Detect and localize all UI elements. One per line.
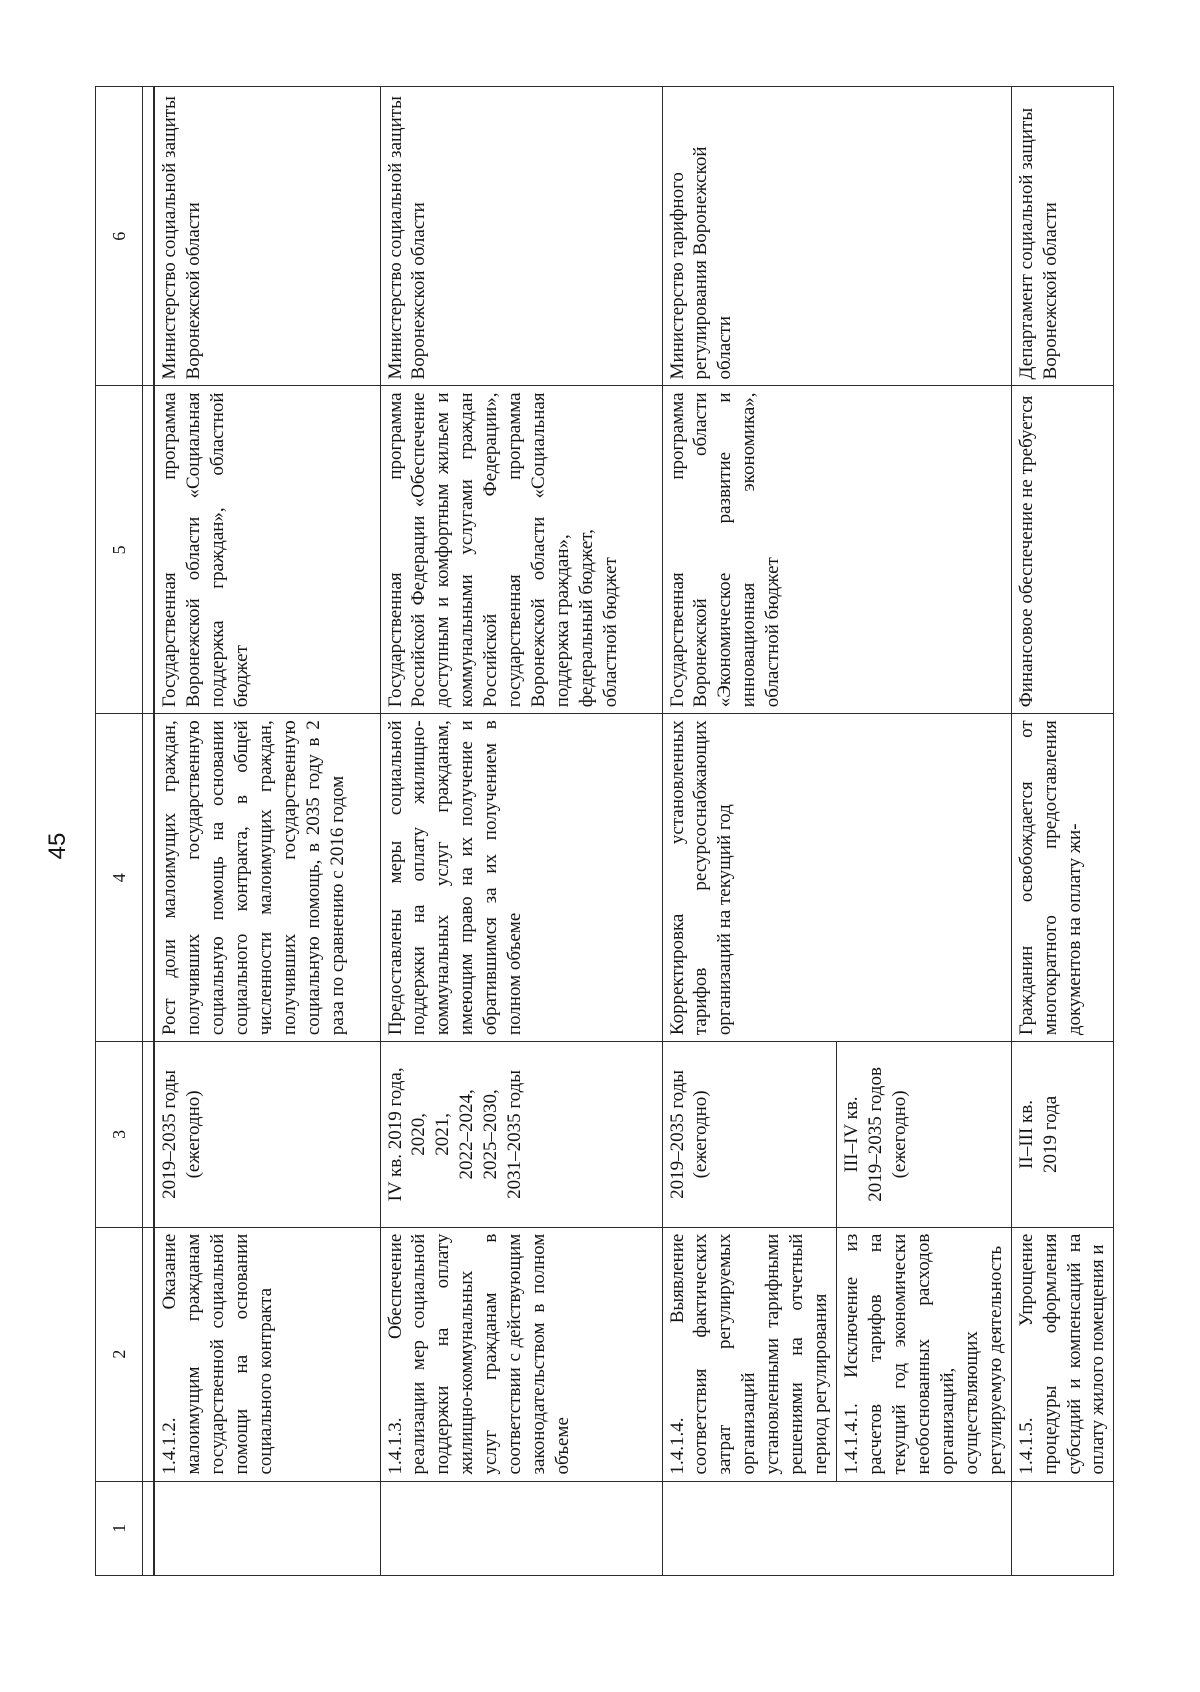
measure-cell: 1.4.1.3. Обеспечение реализации мер социальной поддержки на оплату жилищно-коммунальных услуг гражданам в соответствии с действующим законодательством в полном объеме xyxy=(380,1227,662,1481)
result-cell: Рост доли малоимущих граждан, получивших государственную социальную помощь на основании социального контракта, в общей численности малоимущих граждан, получивших государственную социальную помощь, в 2035 году в 2 раза по сравнению с 2016 годом xyxy=(154,714,380,1042)
program-cell: Государственная программа Воронежской области «Экономическое развитие и инновационная экономика», областной бюджет xyxy=(662,386,1011,714)
period-cell: III–IV кв. 2019–2035 годов (ежегодно) xyxy=(837,1042,1012,1228)
row-number-cell xyxy=(154,1481,380,1575)
program-cell: Государственная программа Воронежской области «Социальная поддержка граждан», областной бюджет xyxy=(154,386,380,714)
header-cell-4: 4 xyxy=(96,714,143,1042)
header-row xyxy=(96,87,143,1576)
row-number-cell xyxy=(380,1481,662,1575)
period-cell: 2019–2035 годы (ежегодно) xyxy=(662,1042,837,1228)
program-cell: Финансовое обеспечение не требуется xyxy=(1011,386,1114,714)
submeasure-cell: 1.4.1.4.1. Исключение из расчетов тарифов на текущий год экономически необоснованных расходов организаций, осуществляющих регулируемую деятельность xyxy=(837,1227,1012,1481)
page-number: 45 xyxy=(44,832,71,860)
executor-cell: Министерство тарифного регулирования Воронежской области xyxy=(662,87,1011,386)
result-cell: Предоставлены меры социальной поддержки на оплату жилищно-коммунальных услуг гражданам, имеющим право на их получение и обратившимся за их получением в полном объеме xyxy=(380,714,662,1042)
table-row xyxy=(380,87,662,1576)
header-cell-5: 5 xyxy=(96,386,143,714)
executor-cell: Министерство социальной защиты Воронежской области xyxy=(154,87,380,386)
header-cell-1: 1 xyxy=(96,1481,143,1575)
table-row xyxy=(1011,87,1114,1576)
table-row xyxy=(662,87,837,1576)
table-row xyxy=(154,87,380,1576)
measure-cell: 1.4.1.5. Упрощение процедуры оформления субсидий и компенсаций на оплату жилого помещения и xyxy=(1011,1227,1114,1481)
row-number-cell xyxy=(662,1481,1011,1575)
period-cell: II–III кв. 2019 года xyxy=(1011,1042,1114,1228)
period-cell: IV кв. 2019 года, 2020, 2021, 2022–2024, 2025–2030, 2031–2035 годы xyxy=(380,1042,662,1228)
period-cell: 2019–2035 годы (ежегодно) xyxy=(154,1042,380,1228)
row-number-cell xyxy=(1011,1481,1114,1575)
rotated-table-area xyxy=(95,86,1140,1576)
result-cell: Гражданин освобождается от многократного предоставления документов на оплату жи- xyxy=(1011,714,1114,1042)
measure-cell: 1.4.1.4. Выявление соответствия фактических затрат регулируемых организаций установленными тарифными решениями на отчетный период регулирования xyxy=(662,1227,837,1481)
table-wrapper xyxy=(95,86,1140,1576)
measure-cell: 1.4.1.2. Оказание малоимущим гражданам государственной социальной помощи на основании социального контракта xyxy=(154,1227,380,1481)
header-cell-3: 3 xyxy=(96,1042,143,1228)
measures-table xyxy=(95,86,1114,1576)
result-cell: Корректировка установленных тарифов ресурсоснабжающих организаций на текущий год xyxy=(662,714,1011,1042)
header-spacer-row xyxy=(143,87,155,1576)
header-cell-6: 6 xyxy=(96,87,143,386)
header-cell-2: 2 xyxy=(96,1227,143,1481)
program-cell: Государственная программа Российской Федерации «Обеспечение доступным и комфортным жильем и коммунальными услугами граждан Российской Федерации», государственная программа Воронежской области «Социальная поддержка граждан», федеральный бюджет, областной бюджет xyxy=(380,386,662,714)
executor-cell: Министерство социальной защиты Воронежской области xyxy=(380,87,662,386)
executor-cell: Департамент социальной защиты Воронежской области xyxy=(1011,87,1114,386)
